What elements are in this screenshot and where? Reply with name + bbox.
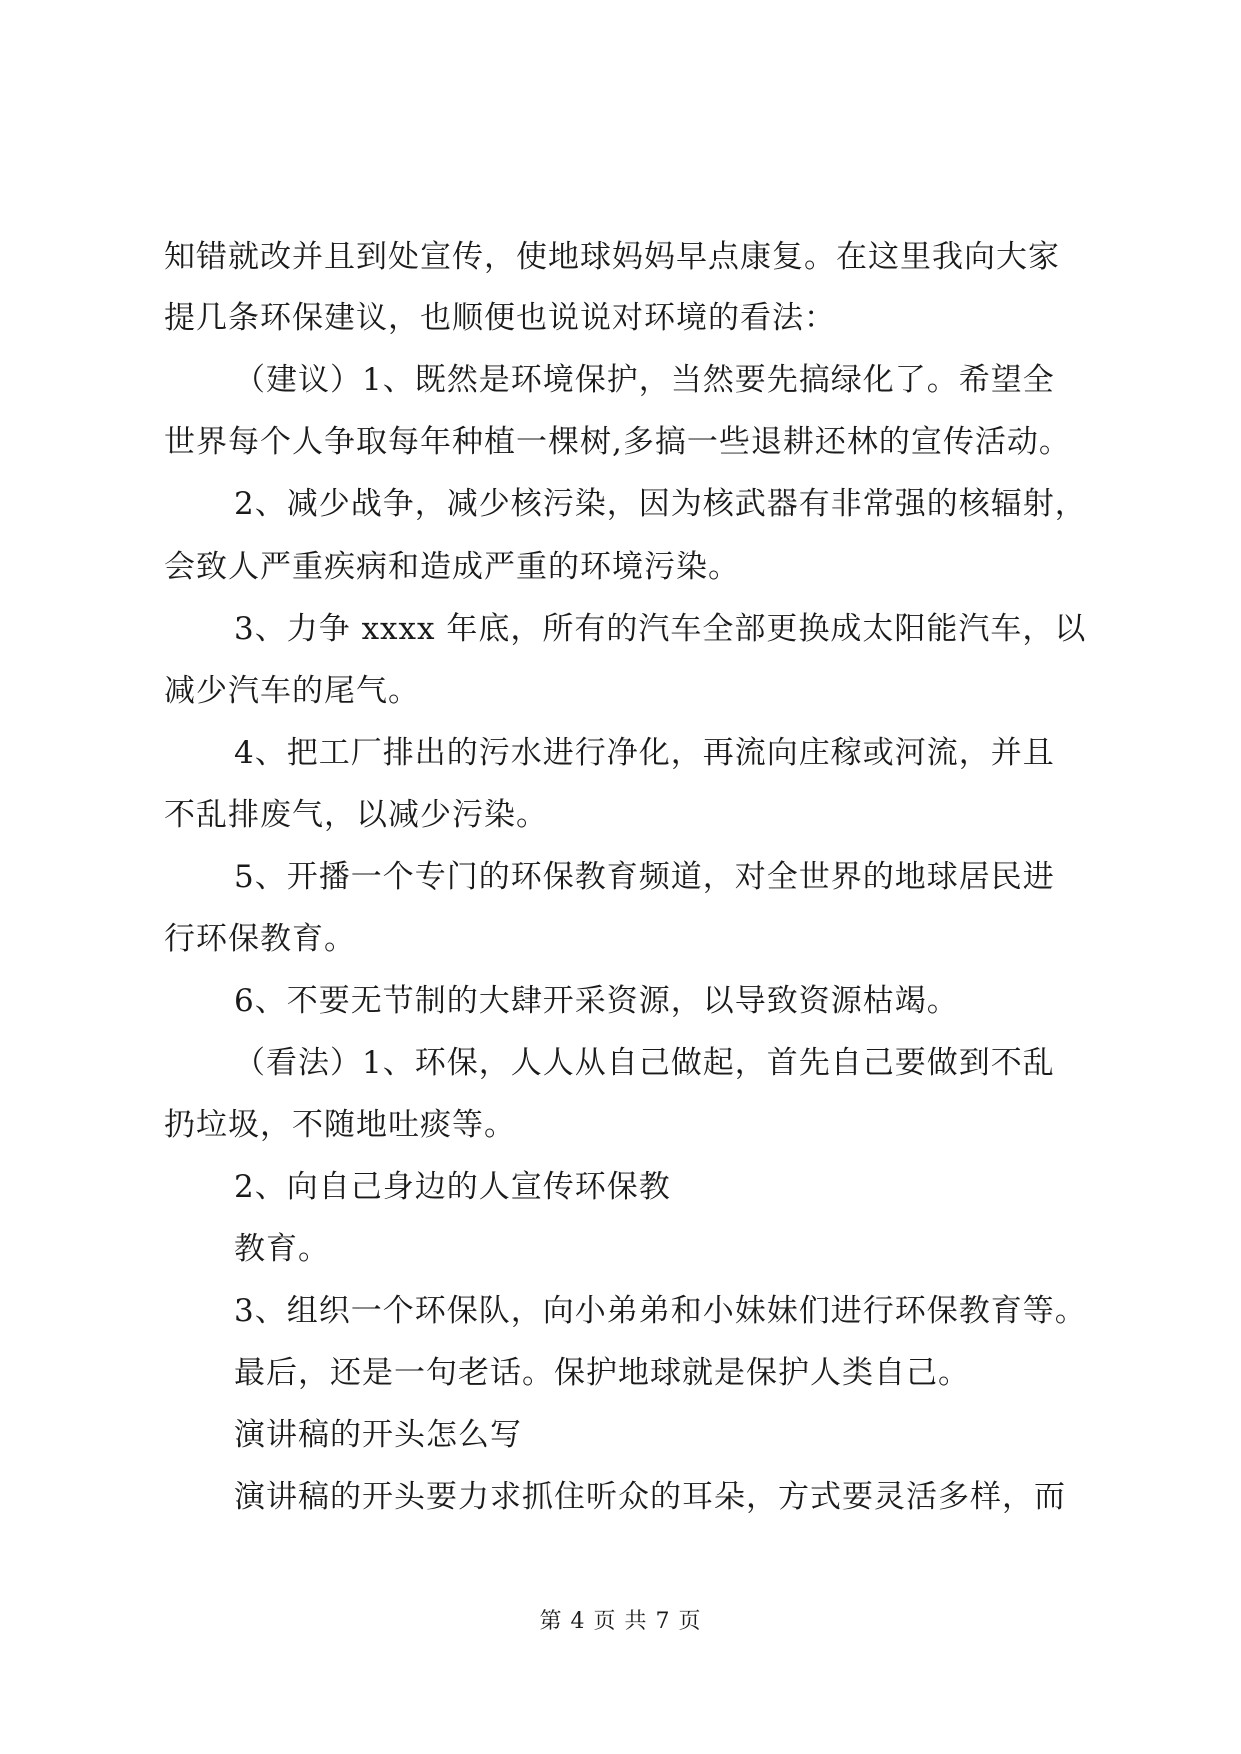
body-line: （看法）1、环保，人人从自己做起，首先自己要做到不乱 <box>234 1045 1055 1081</box>
body-line: 2、向自己身边的人宣传环保教 <box>234 1169 671 1205</box>
page-number-footer: 第 4 页 共 7 页 <box>539 1609 702 1634</box>
body-line: 减少汽车的尾气。 <box>164 673 420 709</box>
body-line: 演讲稿的开头要力求抓住听众的耳朵，方式要灵活多样，而 <box>234 1479 1066 1515</box>
section-heading: 演讲稿的开头怎么写 <box>234 1417 522 1453</box>
body-line: 知错就改并且到处宣传，使地球妈妈早点康复。在这里我向大家 <box>164 239 1060 275</box>
body-line: 5、开播一个专门的环保教育频道，对全世界的地球居民进 <box>234 859 1055 895</box>
body-line: 6、不要无节制的大肆开采资源，以导致资源枯竭。 <box>234 983 959 1019</box>
body-line: 最后，还是一句老话。保护地球就是保护人类自己。 <box>234 1355 970 1391</box>
body-line: 3、力争 xxxx 年底，所有的汽车全部更换成太阳能汽车，以 <box>234 611 1087 647</box>
body-line: 行环保教育。 <box>164 921 356 957</box>
body-line: 扔垃圾，不随地吐痰等。 <box>164 1107 516 1143</box>
body-line: 3、组织一个环保队，向小弟弟和小妹妹们进行环保教育等。 <box>234 1293 1087 1329</box>
body-line: 2、减少战争，减少核污染，因为核武器有非常强的核辐射， <box>234 486 1087 522</box>
body-line: 会致人严重疾病和造成严重的环境污染。 <box>164 549 740 585</box>
body-line: 教育。 <box>234 1231 330 1267</box>
body-line: （建议）1、既然是环境保护，当然要先搞绿化了。希望全 <box>234 362 1055 398</box>
body-line: 世界每个人争取每年种植一棵树,多搞一些退耕还林的宣传活动。 <box>164 424 1071 460</box>
body-line: 提几条环保建议，也顺便也说说对环境的看法： <box>164 300 836 336</box>
body-line: 4、把工厂排出的污水进行净化，再流向庄稼或河流，并且 <box>234 735 1055 771</box>
body-line: 不乱排废气，以减少污染。 <box>164 797 548 833</box>
